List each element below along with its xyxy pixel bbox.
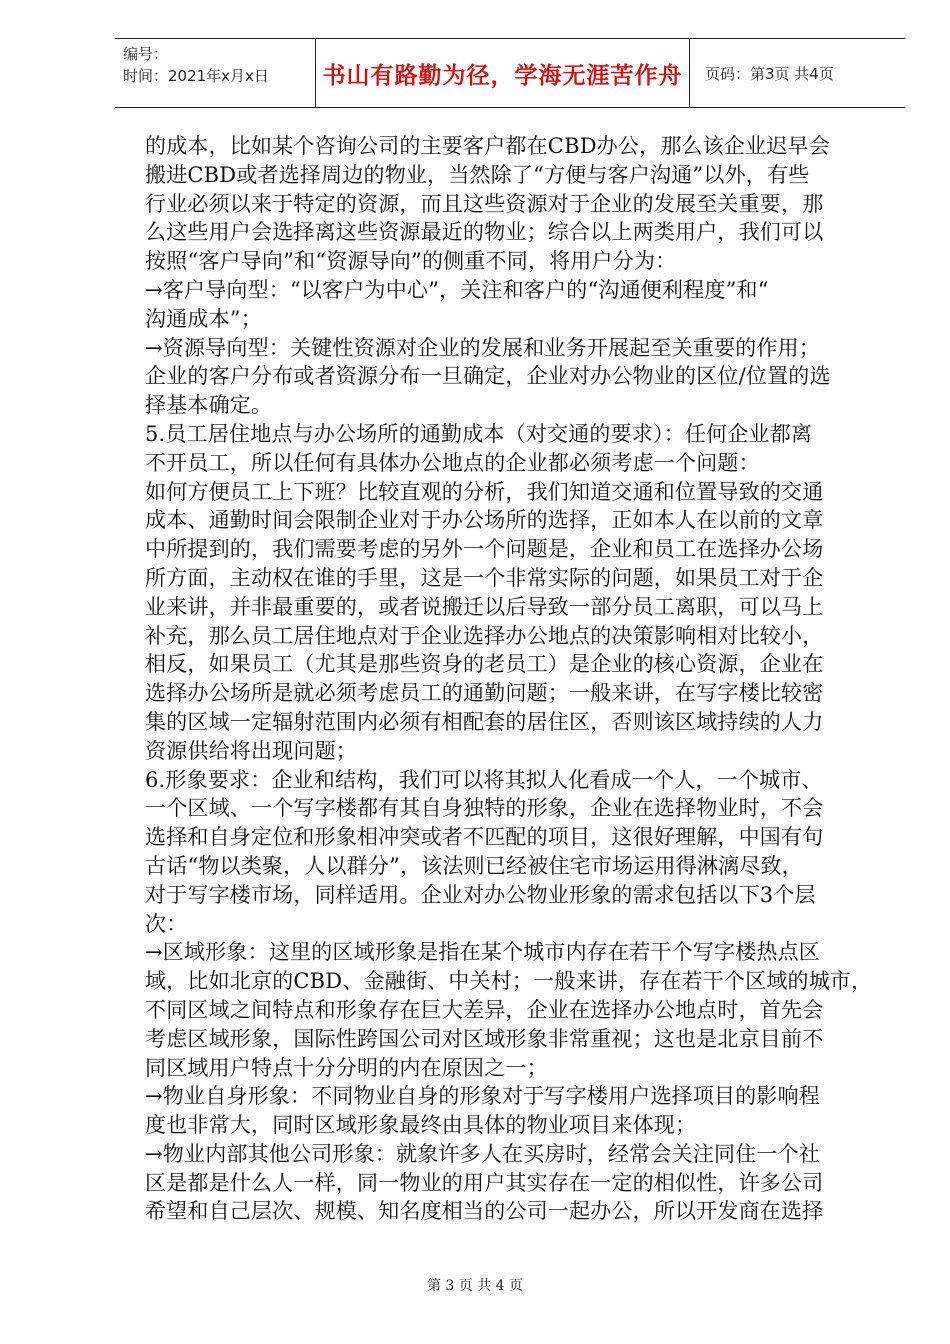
body-line: →客户导向型：“以客户为中心”，关注和客户的“沟通便利程度”和“ (145, 277, 769, 302)
body-line: 对于写字楼市场，同样适用。企业对办公物业形象的需求包括以下3个层 (145, 882, 816, 907)
body-line: 按照“客户导向”和“资源导向”的侧重不同，将用户分为： (145, 249, 677, 274)
body-line: 区是都是什么人一样，同一物业的用户其实存在一定的相似性，许多公司 (145, 1170, 824, 1195)
body-line: 择基本确定。 (145, 393, 273, 418)
page-header (115, 38, 905, 108)
body-line: 企业的客户分布或者资源分布一旦确定，企业对办公物业的区位/位置的选 (145, 364, 831, 389)
body-line: 度也非常大，同时区域形象最终由具体的物业项目来体现； (145, 1113, 697, 1138)
body-line: 如何方便员工上下班？比较直观的分析，我们知道交通和位置导致的交通 (145, 479, 824, 504)
header-motto-cell (315, 39, 690, 107)
body-line: 沟通成本”； (145, 306, 262, 331)
header-meta (123, 43, 313, 87)
document-body (145, 132, 875, 1226)
body-line: 古话“物以类聚，人以群分”，该法则已经被住宅市场运用得淋漓尽致， (145, 853, 803, 878)
body-line: 选择和自身定位和形象相冲突或者不匹配的项目，这很好理解，中国有句 (145, 825, 824, 850)
body-line: 考虑区域形象，国际性跨国公司对区域形象非常重视；这也是北京目前不 (145, 1026, 824, 1051)
header-page-info: 页码：第3页 共4页 (705, 64, 834, 83)
header-motto: 书山有路勤为径，学海无涯苦作舟 (322, 62, 683, 89)
body-line: →区域形象：这里的区域形象是指在某个城市内存在若干个写字楼热点区 (145, 940, 820, 965)
body-line: 6.形象要求：企业和结构，我们可以将其拟人化看成一个人，一个城市、 (145, 767, 823, 792)
page-footer: 第 3 页 共 4 页 (426, 1278, 524, 1294)
body-line: 希望和自己层次、规模、知名度相当的公司一起办公，所以开发商在选择 (145, 1199, 824, 1224)
body-line: 资源供给将出现问题； (145, 738, 357, 763)
body-line: 相反，如果员工（尤其是那些资身的老员工）是企业的核心资源，企业在 (145, 652, 824, 677)
body-line: 域，比如北京的CBD、金融街、中关村；一般来讲，存在若干个区域的城市， (145, 969, 873, 994)
body-line: 不同区域之间特点和形象存在巨大差异，企业在选择办公地点时，首先会 (145, 997, 824, 1022)
serial-number-label: 编号： (123, 45, 169, 63)
body-line: 一个区域、一个写字楼都有其自身独特的形象，企业在选择物业时，不会 (145, 796, 824, 821)
body-line: 么这些用户会选择离这些资源最近的物业；综合以上两类用户，我们可以 (145, 220, 824, 245)
body-line: 补充，那么员工居住地点对于企业选择办公地点的决策影响相对比较小， (145, 623, 824, 648)
body-line: 同区域用户特点十分分明的内在原因之一； (145, 1055, 548, 1080)
body-line: →资源导向型：关键性资源对企业的发展和业务开展起至关重要的作用； (145, 335, 820, 360)
time-label: 时间：2021年x月x日 (123, 67, 269, 85)
body-line: 不开员工，所以任何有具体办公地点的企业都必须考虑一个问题： (145, 450, 760, 475)
body-line: 的成本，比如某个咨询公司的主要客户都在CBD办公，那么该企业迟早会 (145, 134, 830, 158)
body-line: →物业自身形象：不同物业自身的形象对于写字楼用户选择项目的影响程 (145, 1084, 820, 1109)
body-line: 搬进CBD或者选择周边的物业，当然除了“方便与客户沟通”以外，有些 (145, 162, 810, 187)
body-line: 所方面，主动权在谁的手里，这是一个非常实际的问题，如果员工对于企 (145, 565, 824, 590)
body-line: →物业内部其他公司形象：就象许多人在买房时，经常会关注同住一个社 (145, 1141, 820, 1166)
body-line: 选择办公场所是就必须考虑员工的通勤问题；一般来讲，在写字楼比较密 (145, 681, 824, 706)
body-line: 5.员工居住地点与办公场所的通勤成本（对交通的要求）：任何企业都离 (145, 421, 813, 446)
body-line: 集的区域一定辐射范围内必须有相配套的居住区，否则该区域持续的人力 (145, 709, 824, 734)
body-line: 业来讲，并非最重要的，或者说搬迁以后导致一部分员工离职，可以马上 (145, 594, 824, 619)
body-line: 中所提到的，我们需要考虑的另外一个问题是，企业和员工在选择办公场 (145, 537, 824, 562)
body-line: 次： (145, 911, 188, 936)
body-line: 成本、通勤时间会限制企业对于办公场所的选择，正如本人在以前的文章 (145, 508, 824, 533)
body-line: 行业必须以来于特定的资源，而且这些资源对于企业的发展至关重要，那 (145, 191, 824, 216)
